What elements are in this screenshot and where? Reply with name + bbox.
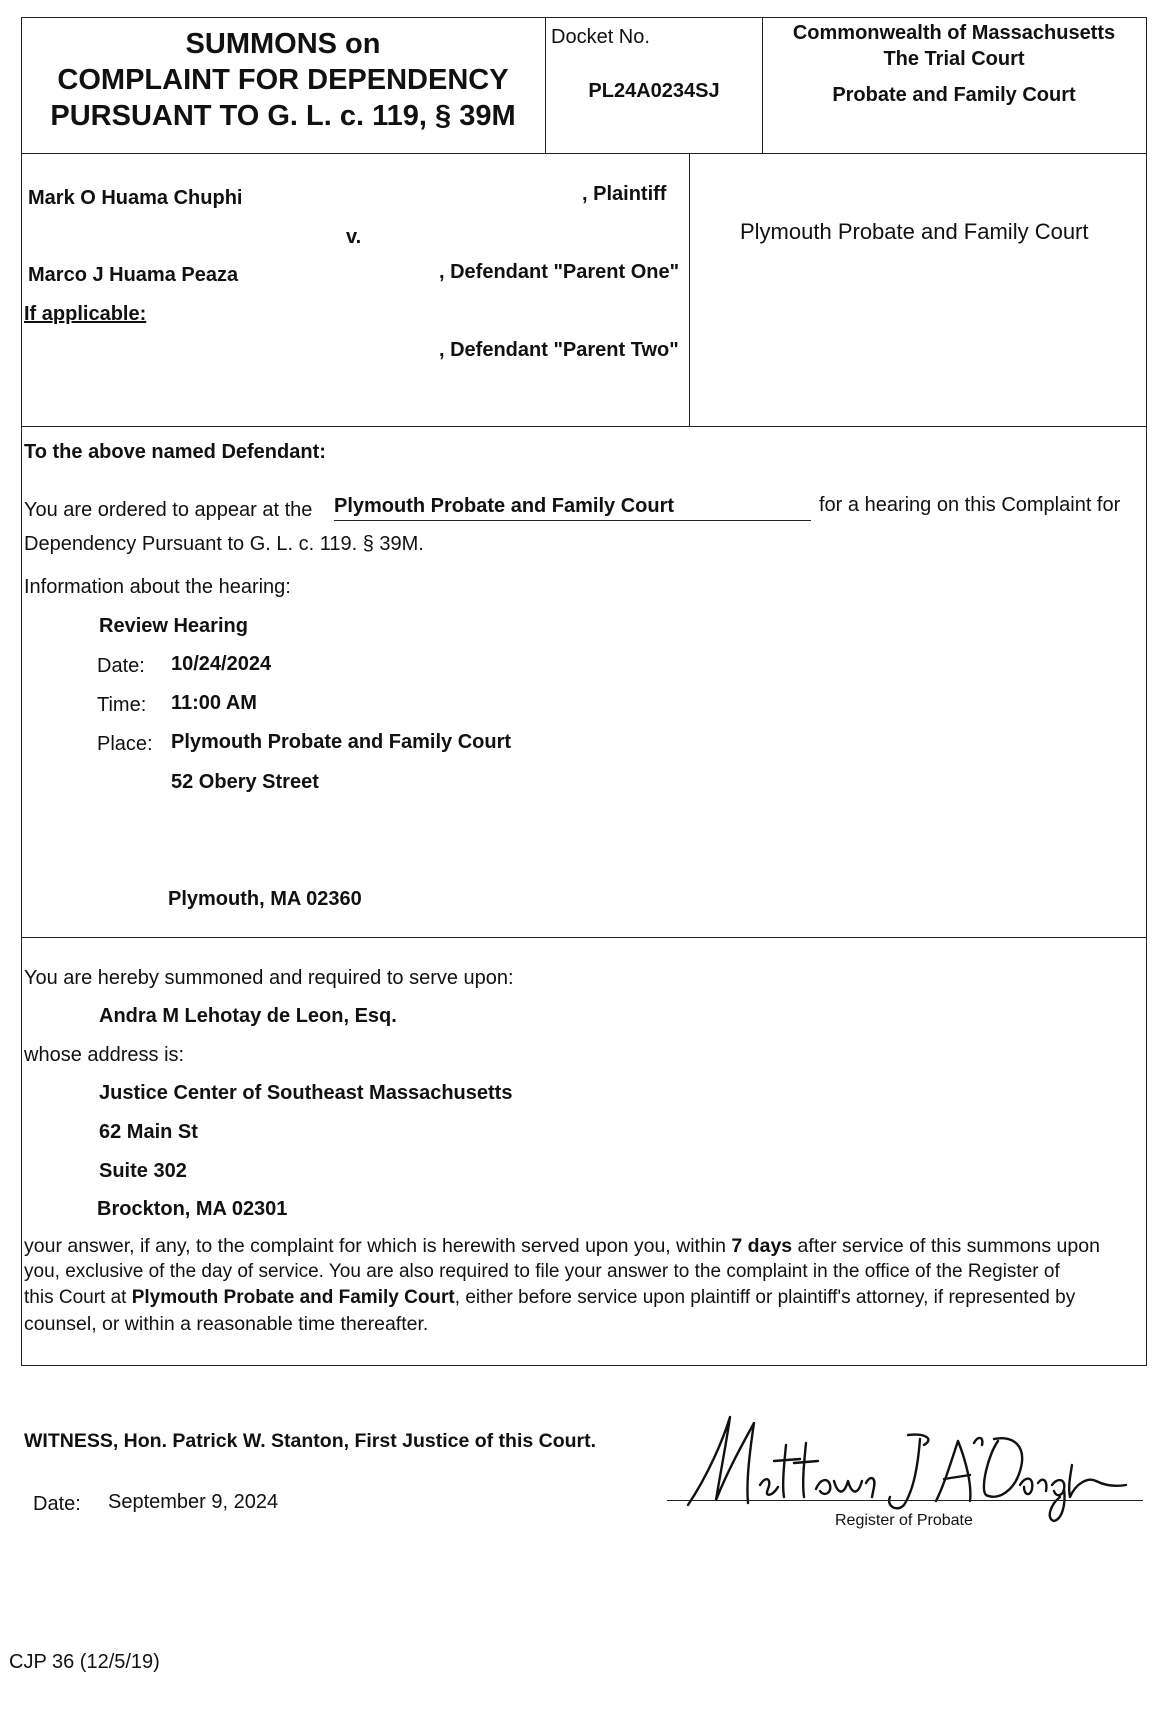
hearing-place-line-1: Plymouth Probate and Family Court	[171, 731, 512, 753]
docket-number: PL24A0234SJ	[588, 80, 720, 102]
court-line-3: Probate and Family Court	[832, 84, 1076, 106]
docket-label: Docket No.	[551, 26, 650, 48]
hearing-date: 10/24/2024	[171, 653, 272, 675]
answer-line-3-b: , either before service upon plaintiff or plaintiff's attorney, if represented by	[454, 1287, 1076, 1308]
form-title	[30, 26, 536, 134]
footer-date: September 9, 2024	[108, 1491, 279, 1513]
right-border	[1146, 17, 1147, 1365]
register-label: Register of Probate	[835, 1512, 973, 1529]
address-line-2: 62 Main St	[99, 1121, 198, 1143]
order-bottom-border	[21, 937, 1147, 938]
order-heading: To the above named Defendant:	[24, 441, 326, 463]
parties-bottom-border	[21, 426, 1147, 427]
address-label: whose address is:	[24, 1044, 185, 1066]
title-line-2: COMPLAINT FOR DEPENDENCY	[57, 64, 509, 96]
hearing-date-label: Date:	[97, 655, 145, 677]
hearing-type: Review Hearing	[99, 615, 248, 637]
left-border	[21, 17, 22, 1365]
header-bottom-border	[21, 153, 1147, 154]
address-line-4: Brockton, MA 02301	[97, 1198, 288, 1220]
defendant2-label: , Defendant "Parent Two"	[439, 339, 679, 361]
answer-line-3	[24, 1285, 1146, 1311]
witness-line: WITNESS, Hon. Patrick W. Stanton, First Justice of this Court.	[24, 1430, 597, 1452]
plaintiff-name: Mark O Huama Chuphi	[28, 187, 243, 209]
address-line-3: Suite 302	[99, 1160, 187, 1182]
court-name: Plymouth Probate and Family Court	[740, 219, 1089, 244]
footer-date-label: Date:	[33, 1493, 81, 1515]
hearing-place-city: Plymouth, MA 02360	[168, 888, 362, 910]
hearing-info-label: Information about the hearing:	[24, 576, 291, 598]
form-code: CJP 36 (12/5/19)	[9, 1651, 160, 1673]
answer-line-1	[24, 1233, 1146, 1259]
title-line-1: SUMMONS on	[185, 28, 381, 60]
answer-paragraph	[24, 1233, 1146, 1337]
appear-line-2: Dependency Pursuant to G. L. c. 119. § 39M.	[24, 533, 424, 555]
appear-court: Plymouth Probate and Family Court	[334, 495, 811, 521]
defendant1-name: Marco J Huama Peaza	[28, 264, 239, 286]
signature-line	[667, 1500, 1143, 1501]
parties-divider	[689, 153, 690, 426]
answer-line-4: counsel, or within a reasonable time thereafter.	[24, 1313, 429, 1335]
answer-line-1-a: your answer, if any, to the complaint for which is herewith served upon you, within	[24, 1235, 732, 1257]
answer-line-3-a: this Court at	[24, 1287, 132, 1308]
service-intro: You are hereby summoned and required to serve upon:	[24, 967, 514, 989]
service-bottom-border	[21, 1365, 1147, 1366]
hearing-time: 11:00 AM	[171, 692, 257, 714]
answer-line-2: you, exclusive of the day of service. You are also required to file your answer to the complaint in the office of the Register of	[24, 1261, 1060, 1282]
title-line-3: PURSUANT TO G. L. c. 119, § 39M	[50, 100, 516, 132]
versus: v.	[346, 226, 362, 248]
defendant1-label: , Defendant "Parent One"	[439, 261, 680, 283]
appear-suffix: for a hearing on this Complaint for	[819, 494, 1121, 516]
appear-prefix: You are ordered to appear at the	[24, 499, 313, 521]
court-header	[764, 20, 1144, 108]
hearing-time-label: Time:	[97, 694, 147, 716]
court-line-1: Commonwealth of Massachusetts	[792, 22, 1116, 44]
answer-court: Plymouth Probate and Family Court	[131, 1287, 455, 1308]
answer-line-1-b: after service of this summons upon	[792, 1235, 1100, 1257]
plaintiff-label: , Plaintiff	[582, 183, 667, 205]
header-divider-2	[762, 17, 763, 153]
court-line-2: The Trial Court	[883, 48, 1025, 70]
top-border	[21, 17, 1147, 18]
answer-days: 7 days	[731, 1235, 793, 1257]
signature	[668, 1405, 1138, 1525]
address-line-1: Justice Center of Southeast Massachusetts	[99, 1082, 513, 1104]
attorney-name: Andra M Lehotay de Leon, Esq.	[99, 1005, 397, 1027]
hearing-place-line-2: 52 Obery Street	[171, 771, 319, 793]
if-applicable: If applicable:	[24, 303, 147, 325]
hearing-place-label: Place:	[97, 733, 153, 755]
